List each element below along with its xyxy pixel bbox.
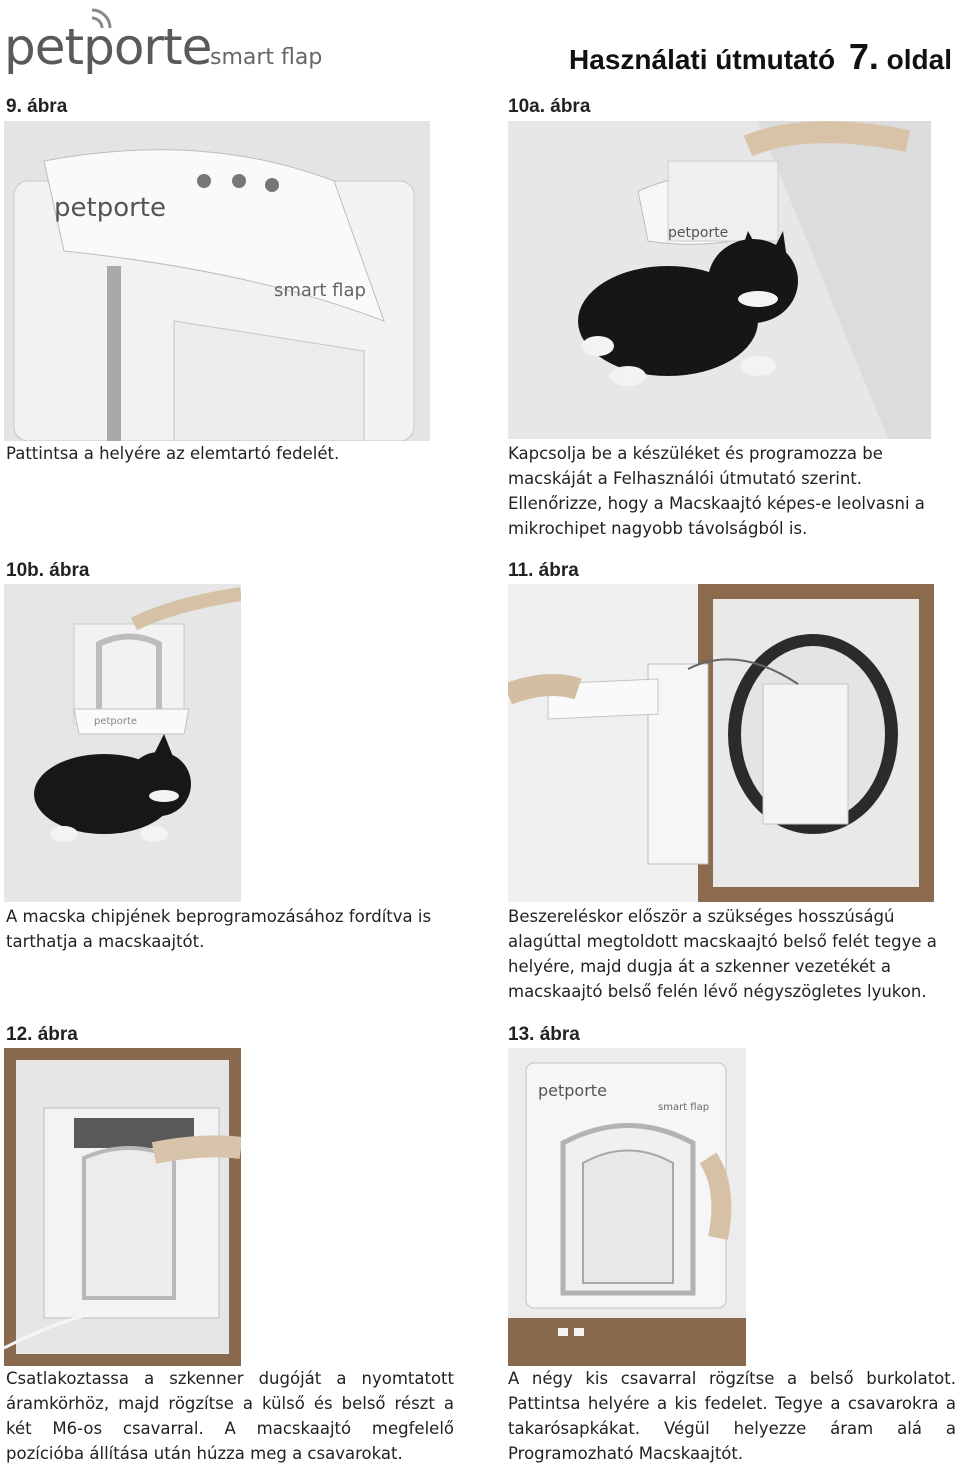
caption-line: Csatlakoztassa a szkenner dugóját a nyomtatott (6, 1369, 454, 1388)
caption-line: pozícióba állítása után húzza meg a csavarokat. (6, 1444, 403, 1463)
figure-10b-photo (4, 584, 241, 902)
figure-caption (6, 904, 446, 954)
figure-caption (508, 904, 956, 1004)
figure-11-photo (508, 584, 934, 902)
photo-text: smart flap (274, 280, 366, 301)
caption-line: A macska chipjének beprogramozásához fordítva is (6, 907, 432, 926)
petporte-logo (4, 4, 334, 74)
figure-13-photo (508, 1048, 746, 1366)
photo-text: petporte (94, 716, 138, 727)
caption-line: Ellenőrizze, hogy a Macskaajtó képes-e leolvasni a (508, 494, 925, 513)
caption-line: A négy kis csavarral rögzítse a belső burkolatot. (508, 1369, 956, 1388)
photo-text: petporte (54, 193, 166, 223)
caption-line: áramkörhöz, majd rögzítse a külső és belső részt a (6, 1394, 454, 1413)
photo-text: smart flap (658, 1102, 710, 1113)
figure-caption (508, 1366, 956, 1466)
caption-line: Kapcsolja be a készüléket és programozza be (508, 444, 883, 463)
caption-line: macskáját a Felhasználói útmutató szerint. (508, 469, 863, 488)
caption-line: két M6-os csavarral. A macskaajtó megfelelő (6, 1419, 454, 1438)
caption-line: alagúttal megtoldott macskaajtó belső felét tegye a (508, 932, 937, 951)
photo-text: petporte (538, 1081, 607, 1100)
caption-line: helyére, majd dugja át a szkenner vezetékét a (508, 957, 891, 976)
figure-10a-photo (508, 121, 931, 439)
figure-caption (508, 441, 948, 541)
figure-label: 10b. ábra (6, 560, 90, 581)
figure-12-photo (4, 1048, 241, 1366)
title-text: Használati útmutató (569, 44, 836, 75)
page-title (569, 36, 952, 78)
caption-line: takarósapkákat. Végül helyezze áram alá a (508, 1419, 956, 1438)
figure-label: 9. ábra (6, 96, 68, 117)
figure-caption: Pattintsa a helyére az elemtartó fedelét. (6, 444, 340, 463)
logo-wordmark: petporte (4, 18, 212, 74)
caption-line: macskaajtó belső felén lévő négyszögletes lyukon. (508, 982, 927, 1001)
caption-line: Pattintsa helyére a kis fedelet. Tegye a csavarokra a (508, 1394, 956, 1413)
logo-sub: smart flap (210, 45, 323, 70)
figure-label: 12. ábra (6, 1024, 78, 1045)
caption-line: Beszereléskor először a szükséges hosszúságú (508, 907, 895, 926)
caption-line: mikrochipet nagyobb távolságból is. (508, 519, 808, 538)
figure-label: 13. ábra (508, 1024, 580, 1045)
figure-label: 11. ábra (508, 560, 579, 581)
photo-text: petporte (668, 225, 729, 241)
caption-line: Programozható Macskaajtót. (508, 1444, 744, 1463)
figure-caption (6, 1366, 454, 1466)
page-number: 7. (848, 36, 879, 77)
figure-label: 10a. ábra (508, 96, 591, 117)
page-word: oldal (886, 44, 952, 75)
caption-line: tarthatja a macskaajtót. (6, 932, 205, 951)
figure-9-photo (4, 121, 430, 441)
